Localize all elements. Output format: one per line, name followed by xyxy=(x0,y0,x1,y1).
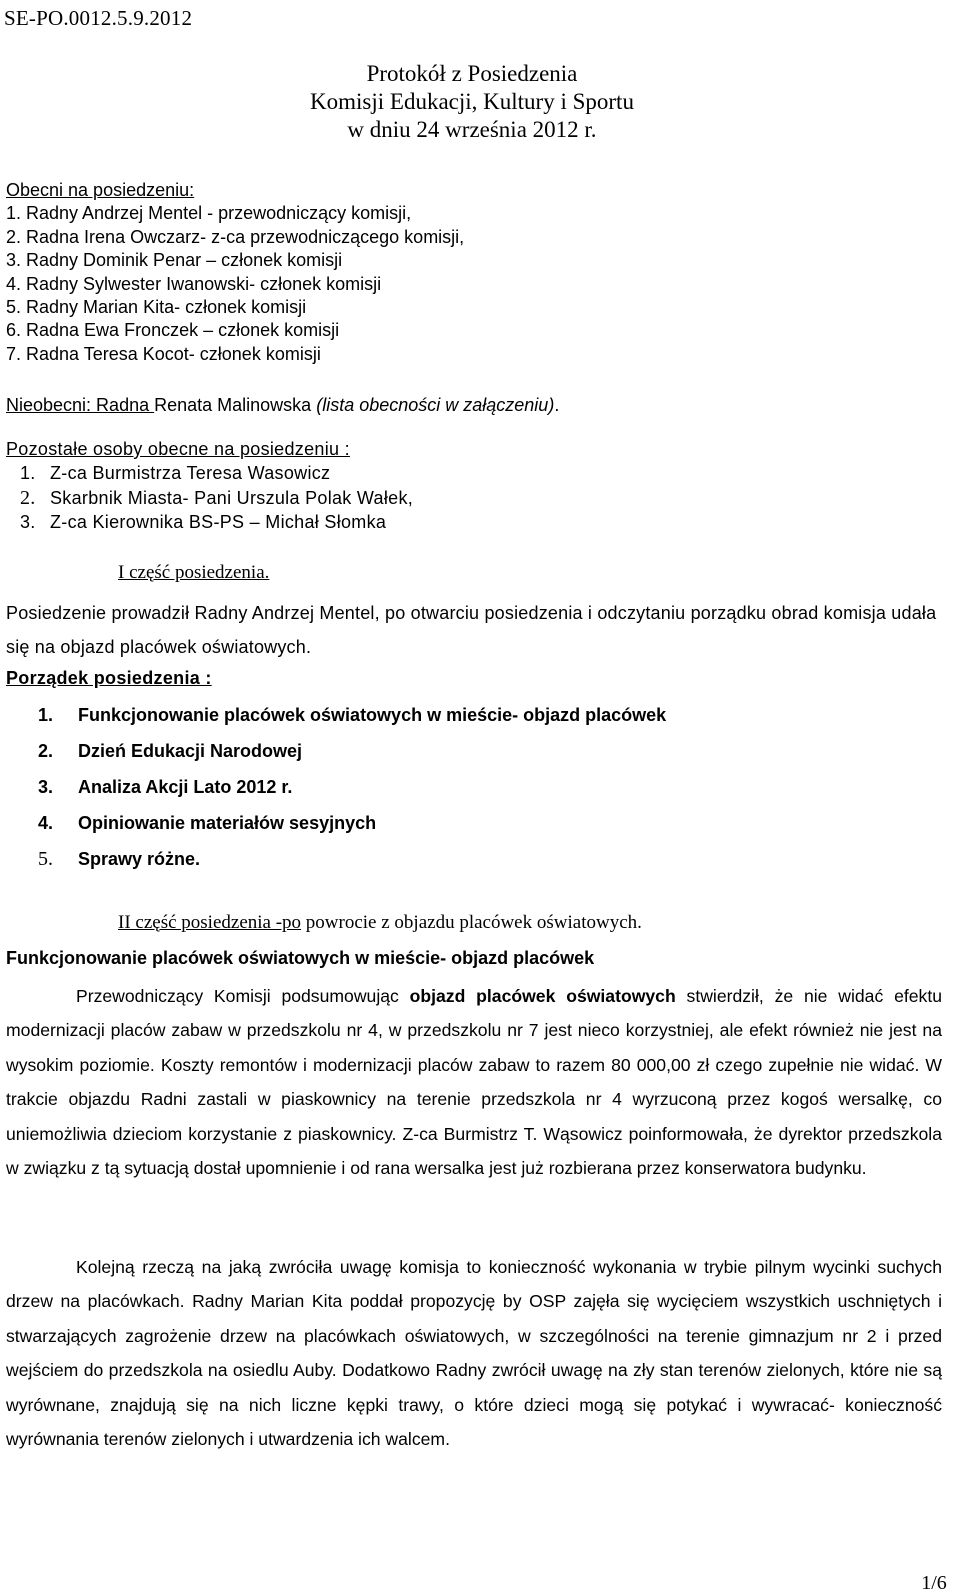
document-title xyxy=(262,60,682,144)
para1-part-b: stwierdził, że nie widać efektu modernizacji placów zabaw xyxy=(6,986,942,1041)
part-two-heading xyxy=(118,912,642,934)
title-line-3: w dniu 24 września 2012 r. xyxy=(347,117,597,142)
other-text: Z-ca Burmistrza Teresa Wasowicz xyxy=(50,463,331,484)
present-list xyxy=(6,179,464,366)
other-num: 3. xyxy=(20,512,36,533)
agenda-text: Analiza Akcji Lato 2012 r. xyxy=(78,777,293,797)
agenda-text: Opiniowanie materiałów sesyjnych xyxy=(78,813,377,833)
document-reference: SE-PO.0012.5.9.2012 xyxy=(4,6,193,30)
other-text: Skarbnik Miasta- Pani Urszula Polak Wałek, xyxy=(50,487,414,508)
present-item: 3. Radny Dominik Penar – członek komisji xyxy=(6,250,343,271)
agenda-title: Porządek posiedzenia : xyxy=(6,668,212,688)
agenda-item xyxy=(38,775,666,811)
agenda-num: 1. xyxy=(38,705,54,725)
absent-end: . xyxy=(554,395,560,415)
present-label: Obecni na posiedzeniu: xyxy=(6,180,195,200)
agenda-num: 3. xyxy=(38,777,54,797)
page-number xyxy=(914,1550,954,1595)
present-item: 7. Radna Teresa Kocot- członek komisji xyxy=(6,343,321,364)
part-one-heading: I część posiedzenia. xyxy=(118,562,270,583)
para1-bold: objazd placówek oświatowych xyxy=(409,986,676,1006)
present-item: 5. Radny Marian Kita- członek komisji xyxy=(6,297,307,318)
agenda-num: 4. xyxy=(38,813,54,833)
present-item: 1. Radny Andrzej Mentel - przewodniczący komisji, xyxy=(6,203,412,224)
para1-part-a: Przewodniczący Komisji podsumowując xyxy=(76,986,410,1006)
other-attendee xyxy=(6,486,413,510)
title-line-1: Protokół z Posiedzenia xyxy=(366,61,578,86)
other-attendee xyxy=(6,510,413,534)
other-attendees xyxy=(6,437,413,535)
absent-label: Nieobecni: Radna xyxy=(6,395,155,415)
title-line-2: Komisji Edukacji, Kultury i Sportu xyxy=(310,89,634,114)
agenda-item xyxy=(38,703,666,739)
page-number-text: 1/6 xyxy=(921,1572,947,1594)
other-num: 2. xyxy=(20,486,36,509)
intro-paragraph: Posiedzenie prowadził Radny Andrzej Mentel, po otwarciu posiedzenia i odczytaniu porządku obrad komisja udała się na objazd placówek oświatowych. xyxy=(6,603,937,657)
para1-part-c: w przedszkolu nr 4, w przedszkolu nr 7 jest nieco korzystniej, ale efekt również nie jest na wysokim poziomie. Koszty remontów i modernizacji placów zabaw to razem 80 000,00 zł czego zupełnie nie widać. W trakcie objazdu Radni zastali w piaskownicy na terenie przedszkola nr 4 wyrzuconą przez kogoś wersalkę, co uniemożliwia dzieciom korzystanie z piaskownicy. Z-ca Burmistrz T. Wąsowicz poinformowała, że dyrektor przedszkola w związku z tą sytuacją dostał upomnienie i od rana wersalka jest już rozbierana przez konserwatora budynku. xyxy=(6,1020,942,1179)
other-text: Z-ca Kierownika BS-PS – Michał Słomka xyxy=(50,512,387,533)
absent-note: (lista obecności w załączeniu) xyxy=(316,395,555,415)
agenda-text: Funkcjonowanie placówek oświatowych w mieście- objazd placówek xyxy=(78,705,667,725)
agenda-text: Sprawy różne. xyxy=(78,849,201,869)
agenda-item xyxy=(38,811,666,847)
present-item: 6. Radna Ewa Fronczek – członek komisji xyxy=(6,320,340,341)
present-item: 4. Radny Sylwester Iwanowski- członek komisji xyxy=(6,273,382,294)
present-item: 2. Radna Irena Owczarz- z-ca przewodniczącego komisji, xyxy=(6,226,465,247)
part-two-heading-rest: powrocie z objazdu placówek oświatowych. xyxy=(301,912,642,933)
other-num: 1. xyxy=(20,463,36,484)
agenda-num: 5. xyxy=(38,848,53,870)
other-attendee xyxy=(6,461,413,485)
absent-line xyxy=(6,395,559,416)
agenda-item xyxy=(38,739,666,775)
part-two-heading-underlined: II część posiedzenia -po xyxy=(118,912,302,933)
paragraph-playgrounds xyxy=(6,979,942,1185)
absent-name: Renata Malinowska xyxy=(154,395,317,415)
agenda-item xyxy=(38,847,666,883)
page-number-spacer xyxy=(914,1550,954,1572)
agenda-text: Dzień Edukacji Narodowej xyxy=(78,741,303,761)
others-label: Pozostałe osoby obecne na posiedzeniu : xyxy=(6,439,350,459)
section-title: Funkcjonowanie placówek oświatowych w mieście- objazd placówek xyxy=(6,948,595,968)
agenda-num: 2. xyxy=(38,741,54,761)
paragraph-trees: Kolejną rzeczą na jaką zwróciła uwagę komisja to konieczność wykonania w trybie pilnym wycinki suchych drzew na placówkach. Radny Marian Kita poddał propozycję by OSP zajęła się wycięciem wszystkich uschniętych i stwarzających zagrożenie drzew na placówkach oświatowych, w szczególności na terenie gimnazjum nr 2 i przed wejściem do przedszkola na osiedlu Auby. Dodatkowo Radny zwrócił uwagę na zły stan terenów zielonych, które nie są wyrównane, znajdują się na nich liczne kępki trawy, o które dzieci mogą się potykać i wywracać- konieczność wyrównania terenów zielonych i utwardzenia ich walcem. xyxy=(6,1257,942,1450)
agenda-list xyxy=(38,703,666,883)
